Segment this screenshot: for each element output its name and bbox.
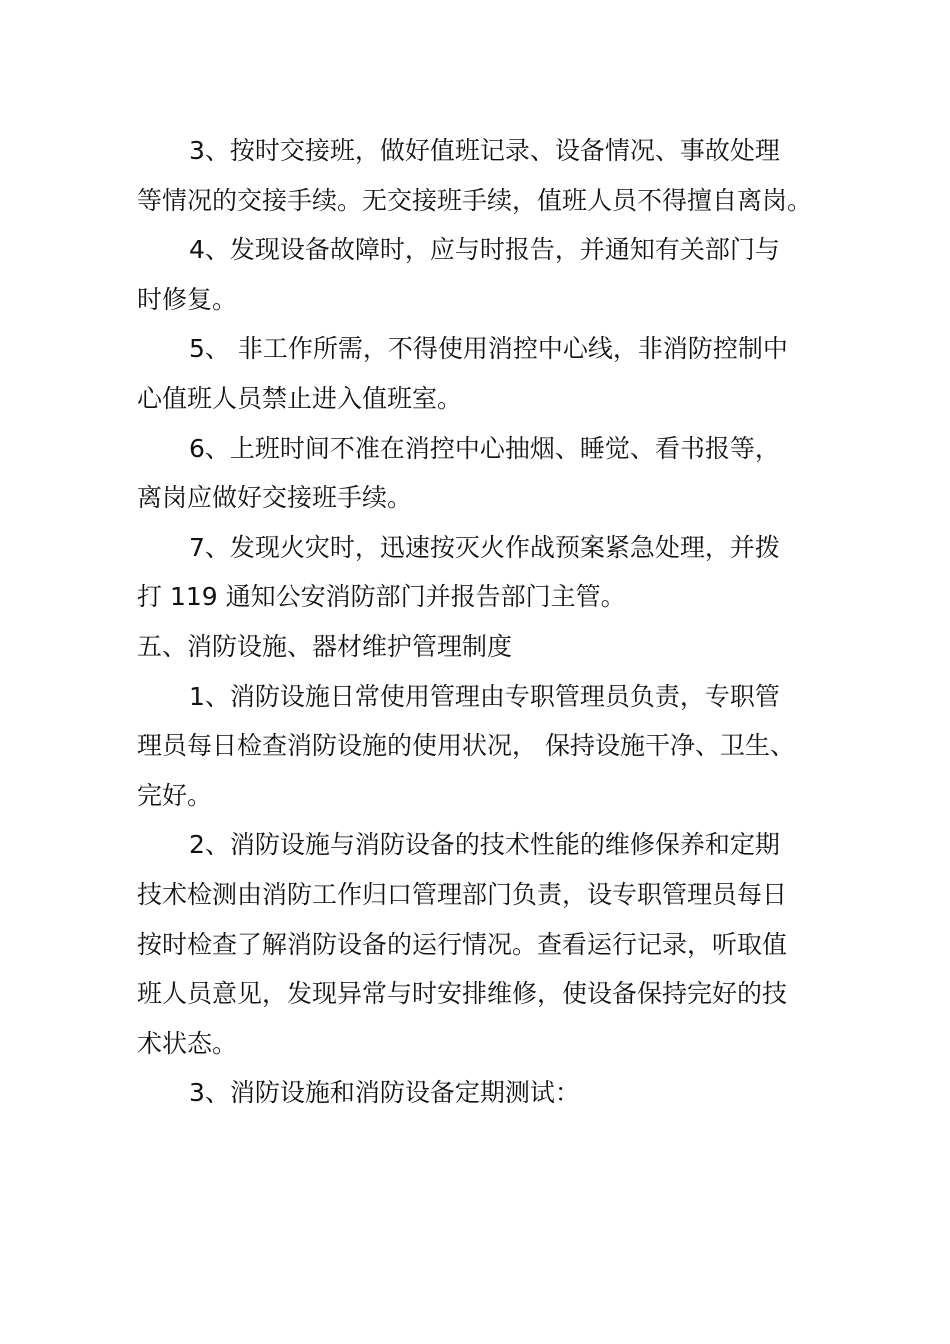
- text-line: 2、消防设施与消防设备的技术性能的维修保养和定期: [189, 830, 780, 860]
- text-line: 理员每日检查消防设施的使用状况， 保持设施干净、卫生、: [137, 731, 795, 761]
- section-heading: 五、消防设施、器材维护管理制度: [137, 631, 513, 661]
- text-line: 3、消防设施和消防设备定期测试：: [189, 1078, 580, 1108]
- text-line: 1、消防设施日常使用管理由专职管理员负责，专职管: [189, 681, 780, 711]
- text-line: 6、上班时间不准在消控中心抽烟、睡觉、看书报等，: [189, 433, 780, 463]
- text-line: 时修复。: [137, 284, 238, 314]
- text-line: 5、 非工作所需，不得使用消控中心线，非消防控制中: [189, 334, 788, 364]
- text-line: 3、按时交接班，做好值班记录、设备情况、事故处理: [189, 136, 780, 165]
- text-line: 术状态。: [137, 1028, 238, 1058]
- document-body: [137, 126, 817, 1118]
- text-line: 按时检查了解消防设备的运行情况。查看运行记录，听取值: [137, 929, 788, 959]
- text-line: 4、发现设备故障时，应与时报告，并通知有关部门与: [189, 235, 780, 265]
- text-line: 7、发现火灾时，迅速按灭火作战预案紧急处理，并拨: [189, 532, 780, 562]
- text-line: 技术检测由消防工作归口管理部门负责，设专职管理员每日: [137, 879, 788, 909]
- text-line: 班人员意见，发现异常与时安排维修，使设备保持完好的技: [137, 979, 788, 1009]
- text-line: 打 119 通知公安消防部门并报告部门主管。: [137, 582, 626, 612]
- text-line: 心值班人员禁止进入值班室。: [137, 383, 463, 413]
- text-line: 离岗应做好交接班手续。: [137, 483, 413, 513]
- text-line: 完好。: [137, 780, 213, 810]
- text-line: 等情况的交接手续。无交接班手续，值班人员不得擅自离岗。: [137, 185, 813, 215]
